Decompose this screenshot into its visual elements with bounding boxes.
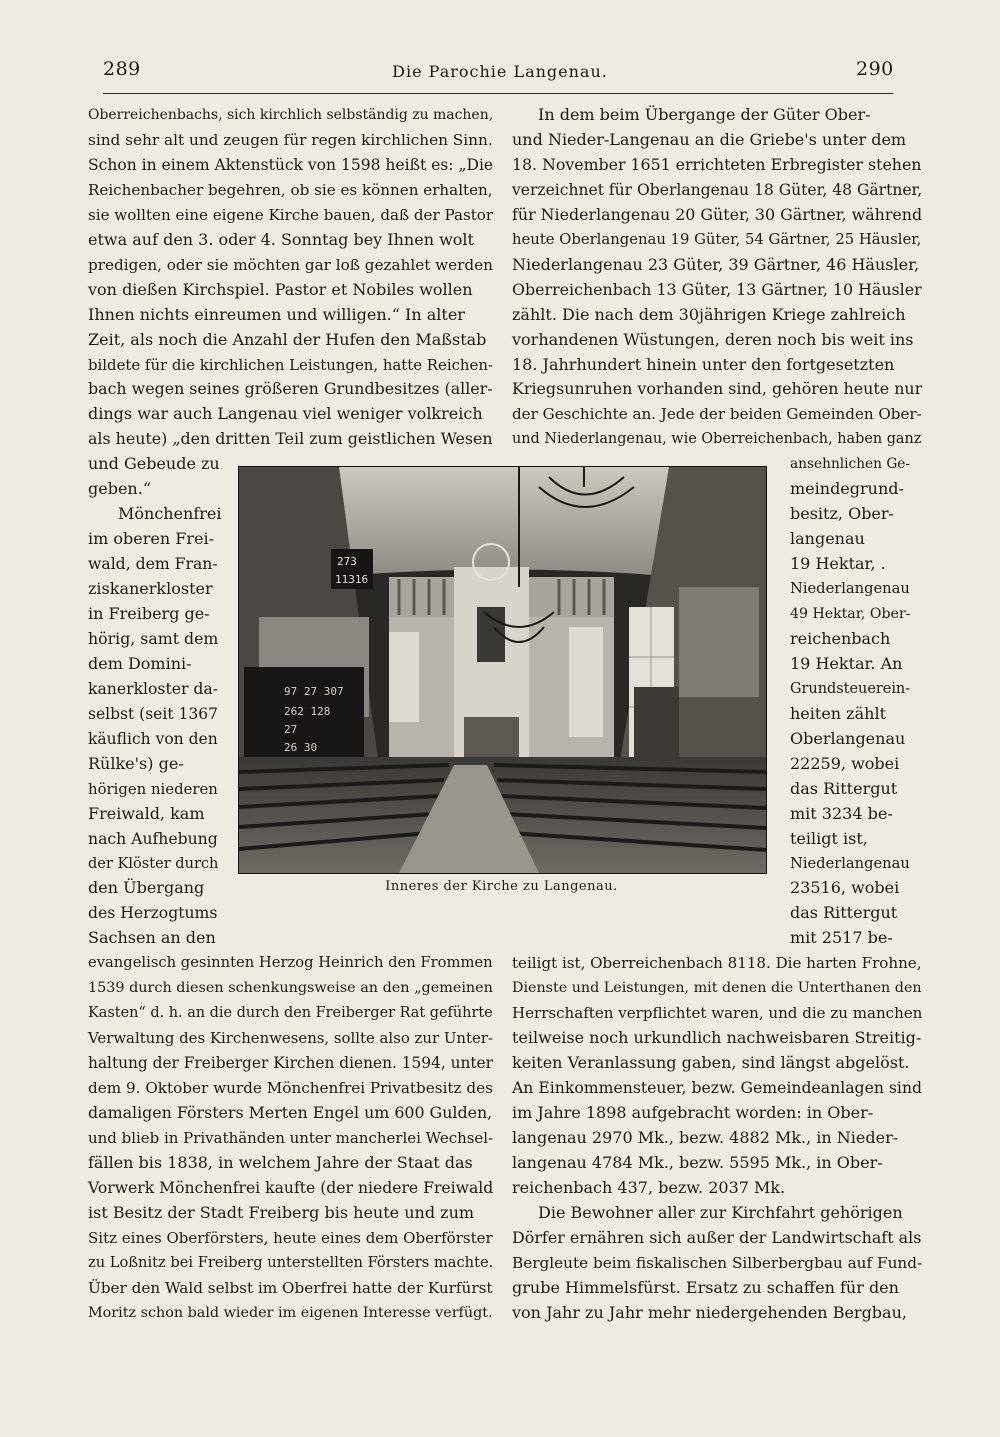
text-line: Mönchenfrei bbox=[118, 504, 222, 524]
text-line: 1539 durch diesen schenkungsweise an den „gemeinen bbox=[88, 980, 493, 997]
text-line: Niederlangenau bbox=[790, 580, 910, 598]
text-line: Oberreichenbachs, sich kirchlich selbständig zu machen, bbox=[88, 107, 494, 123]
text-line: reichenbach 437, bezw. 2037 Mk. bbox=[512, 1177, 786, 1197]
text-line: Über den Wald selbst im Oberfrei hatte der Kurfürst bbox=[88, 1278, 493, 1297]
text-line: dem Domini- bbox=[88, 653, 192, 673]
text-line: predigen, oder sie möchten gar loß gezahlet werden bbox=[88, 255, 493, 274]
text-line: evangelisch gesinnten Herzog Heinrich den Frommen bbox=[88, 954, 493, 972]
text-line: nach Aufhebung bbox=[88, 828, 218, 848]
text-line: geben.“ bbox=[88, 479, 151, 499]
text-line: mit 3234 be- bbox=[790, 803, 893, 823]
hymn-board-line-2: 262 128 bbox=[284, 705, 331, 718]
text-line: von Jahr zu Jahr mehr niedergehenden Bergbau, bbox=[512, 1302, 907, 1322]
text-line: heute Oberlangenau 19 Güter, 54 Gärtner, 25 Häusler, bbox=[512, 230, 922, 248]
text-line: Reichenbacher begehren, ob sie es können erhalten, bbox=[88, 180, 493, 199]
text-line: Sitz eines Oberförsters, heute eines dem Oberförster bbox=[88, 1228, 493, 1247]
text-line: keiten Veranlassung gaben, sind längst abgelöst. bbox=[512, 1053, 910, 1073]
text-line: Die Bewohner aller zur Kirchfahrt gehörigen bbox=[538, 1202, 903, 1222]
text-line: des Herzogtums bbox=[88, 903, 218, 923]
text-line: Vorwerk Mönchenfrei kaufte (der niedere Freiwald bbox=[88, 1178, 494, 1197]
text-line: Sachsen an den bbox=[88, 928, 216, 948]
page-number-right: 290 bbox=[856, 58, 894, 80]
text-line: langenau 4784 Mk., bezw. 5595 Mk., in Ober- bbox=[512, 1152, 883, 1172]
text-line: Kasten“ d. h. an die durch den Freiberger Rat geführte bbox=[88, 1005, 493, 1022]
text-line: der Geschichte an. Jede der beiden Gemeinden Ober- bbox=[512, 405, 922, 424]
text-line: dings war auch Langenau viel weniger volkreich bbox=[88, 404, 483, 424]
hymn-board-line-4: 26 30 bbox=[284, 741, 318, 754]
text-line: grube Himmelsfürst. Ersatz zu schaffen für den bbox=[512, 1277, 899, 1297]
text-line: sie wollten eine eigene Kirche bauen, daß der Pastor bbox=[88, 205, 494, 224]
text-line: dem 9. Oktober wurde Mönchenfrei Privatbesitz des bbox=[88, 1079, 493, 1098]
text-line: zählt. Die nach dem 30jährigen Kriege zahlreich bbox=[512, 304, 906, 324]
text-line: Niederlangenau bbox=[790, 854, 910, 872]
text-line: etwa auf den 3. oder 4. Sonntag bey Ihnen wolt bbox=[88, 229, 474, 249]
text-line: der Klöster durch bbox=[88, 854, 219, 872]
text-line: 23516, wobei bbox=[790, 878, 900, 898]
figure-caption: Inneres der Kirche zu Langenau. bbox=[385, 879, 618, 894]
text-line: 19 Hektar, . bbox=[790, 554, 886, 574]
text-line: ansehnlichen Ge- bbox=[790, 456, 911, 473]
text-line: damaligen Försters Merten Engel um 600 Gulden, bbox=[88, 1103, 493, 1122]
text-line: hörigen niederen bbox=[88, 779, 218, 798]
text-line: hörig, samt dem bbox=[88, 628, 219, 648]
text-line: Verwaltung des Kirchenwesens, sollte also zur Unter- bbox=[88, 1029, 493, 1048]
text-line: teiligt ist, bbox=[790, 828, 868, 848]
text-line: teiligt ist, Oberreichenbach 8118. Die harten Frohne, bbox=[512, 954, 922, 973]
text-line: und Gebeude zu bbox=[88, 454, 220, 474]
text-line: An Einkommensteuer, bezw. Gemeindeanlagen sind bbox=[512, 1078, 923, 1098]
text-line: von dießen Kirchspiel. Pastor et Nobiles wollen bbox=[88, 279, 473, 299]
text-line: Oberreichenbach 13 Güter, 13 Gärtner, 10 Häusler bbox=[512, 279, 922, 299]
text-line: In dem beim Übergange der Güter Ober- bbox=[538, 105, 871, 124]
text-line: und Niederlangenau, wie Oberreichenbach, haben ganz bbox=[512, 431, 922, 448]
text-line: käuflich von den bbox=[88, 729, 218, 748]
hymn-board-line-3: 27 bbox=[284, 723, 298, 736]
hymn-board-line-1: 97 27 307 bbox=[284, 685, 344, 698]
text-line: Niederlangenau 23 Güter, 39 Gärtner, 46 Häusler, bbox=[512, 254, 920, 274]
text-line: verzeichnet für Oberlangenau 18 Güter, 48 Gärtner, bbox=[512, 180, 923, 199]
text-line: Dörfer ernähren sich außer der Landwirtschaft als bbox=[512, 1227, 922, 1247]
text-line: für Niederlangenau 20 Güter, 30 Gärtner, während bbox=[512, 204, 923, 224]
text-line: Schon in einem Aktenstück von 1598 heißt es: „Die bbox=[88, 155, 494, 174]
text-line: als heute) „den dritten Teil zum geistlichen Wesen bbox=[88, 429, 493, 449]
number-board-top: 273 bbox=[337, 555, 357, 568]
text-line: langenau bbox=[790, 529, 865, 549]
text-line: selbst (seit 1367 bbox=[88, 704, 218, 723]
text-line: Ihnen nichts einreumen und willigen.“ In alter bbox=[88, 304, 465, 324]
text-line: 18. Jahrhundert hinein unter den fortgesetzten bbox=[512, 354, 895, 374]
text-line: Kriegsunruhen vorhanden sind, gehören heute nur bbox=[512, 379, 923, 399]
number-board-bottom: 11316 bbox=[335, 573, 369, 586]
text-line: 18. November 1651 errichteten Erbregister stehen bbox=[512, 154, 922, 174]
text-line: vorhandenen Wüstungen, deren noch bis weit ins bbox=[512, 329, 914, 349]
text-line: Herrschaften verpflichtet waren, und die zu manchen bbox=[512, 1004, 923, 1023]
text-line: besitz, Ober- bbox=[790, 504, 894, 524]
text-line: wald, dem Fran- bbox=[88, 554, 218, 574]
text-line: das Rittergut bbox=[790, 778, 898, 798]
text-line: langenau 2970 Mk., bezw. 4882 Mk., in Nieder- bbox=[512, 1127, 899, 1147]
church-interior-photo bbox=[238, 466, 767, 874]
header-rule bbox=[103, 93, 893, 94]
text-line: teilweise noch urkundlich nachweisbaren Streitig- bbox=[512, 1028, 922, 1048]
text-line: im Jahre 1898 aufgebracht worden: in Ober- bbox=[512, 1103, 874, 1122]
text-line: meindegrund- bbox=[790, 479, 904, 499]
text-line: das Rittergut bbox=[790, 903, 898, 923]
text-line: fällen bis 1838, in welchem Jahre der Staat das bbox=[88, 1152, 473, 1172]
text-line: Bergleute beim fiskalischen Silberbergbau auf Fund- bbox=[512, 1253, 923, 1272]
running-title: Die Parochie Langenau. bbox=[392, 62, 608, 81]
page-number-left: 289 bbox=[103, 58, 141, 80]
text-line: kanerkloster da- bbox=[88, 678, 219, 698]
text-line: Grundsteuerein- bbox=[790, 680, 911, 697]
text-line: den Übergang bbox=[88, 878, 205, 898]
text-line: sind sehr alt und zeugen für regen kirchlichen Sinn. bbox=[88, 130, 493, 149]
text-line: 22259, wobei bbox=[790, 753, 900, 773]
text-line: heiten zählt bbox=[790, 703, 886, 723]
text-line: Freiwald, kam bbox=[88, 803, 205, 823]
text-line: haltung der Freiberger Kirchen dienen. 1594, unter bbox=[88, 1054, 493, 1073]
text-line: Oberlangenau bbox=[790, 728, 906, 748]
text-line: Dienste und Leistungen, mit denen die Unterthanen den bbox=[512, 980, 922, 997]
text-line: Rülke's) ge- bbox=[88, 753, 184, 773]
text-line: mit 2517 be- bbox=[790, 928, 893, 948]
text-line: ist Besitz der Stadt Freiberg bis heute und zum bbox=[88, 1202, 475, 1222]
text-line: ziskanerkloster bbox=[88, 579, 213, 599]
text-line: im oberen Frei- bbox=[88, 529, 214, 549]
text-line: Zeit, als noch die Anzahl der Hufen den Maßstab bbox=[88, 329, 487, 349]
text-line: in Freiberg ge- bbox=[88, 604, 210, 623]
text-line: und Nieder-Langenau an die Griebe's unter dem bbox=[512, 129, 907, 149]
text-line: reichenbach bbox=[790, 628, 891, 648]
text-line: 19 Hektar. An bbox=[790, 653, 903, 673]
text-line: zu Loßnitz bei Freiberg unterstellten Försters machte. bbox=[88, 1253, 494, 1271]
text-line: Moritz schon bald wieder im eigenen Interesse verfügt. bbox=[88, 1304, 493, 1321]
text-line: bildete für die kirchlichen Leistungen, hatte Reichen- bbox=[88, 355, 493, 374]
text-line: bach wegen seines größeren Grundbesitzes (aller- bbox=[88, 379, 493, 399]
text-line: und blieb in Privathänden unter mancherlei Wechsel- bbox=[88, 1128, 494, 1147]
text-line: 49 Hektar, Ober- bbox=[790, 606, 911, 622]
